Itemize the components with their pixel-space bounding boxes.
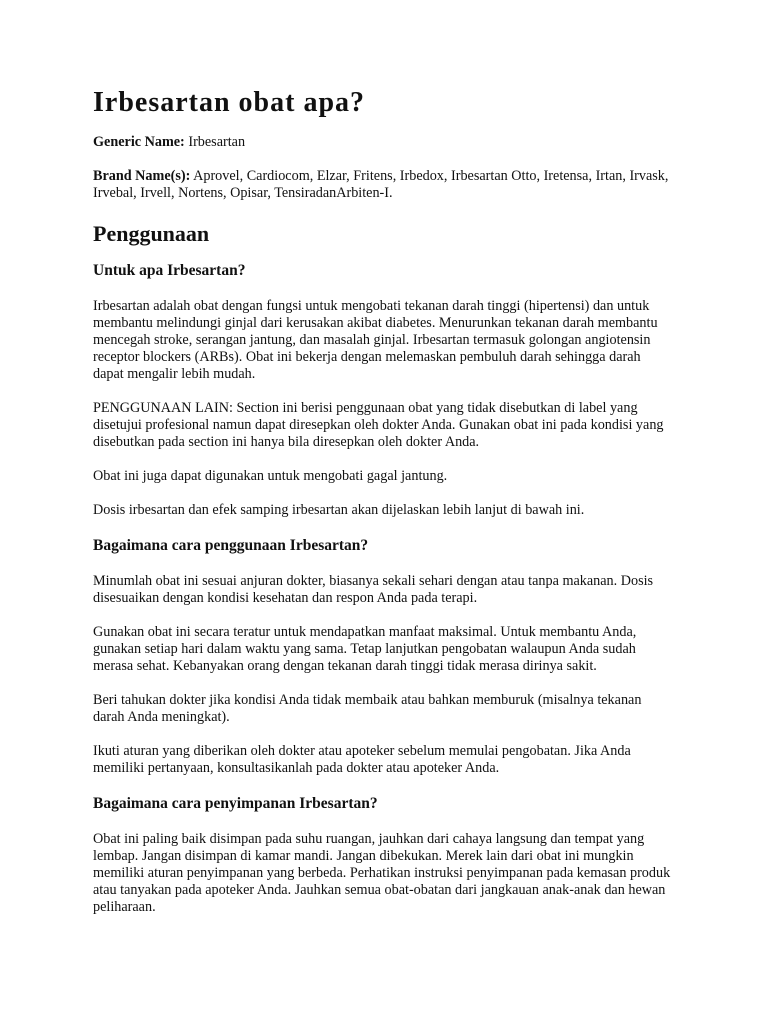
paragraph-gagal-jantung: Obat ini juga dapat digunakan untuk mengobati gagal jantung.: [93, 468, 448, 484]
paragraph-dosis: Dosis irbesartan dan efek samping irbesartan akan dijelaskan lebih lanjut di bawah ini.: [93, 502, 585, 518]
generic-name-value: Irbesartan: [184, 134, 246, 150]
brand-names-line: [93, 168, 673, 202]
paragraph-minum: Minumlah obat ini sesuai anjuran dokter, biasanya sekali sehari dengan atau tanpa makanan. Dosis disesuaikan dengan kondisi kesehatan dan respon Anda pada terapi.: [93, 573, 654, 606]
brand-names-value: Aprovel, Cardiocom, Elzar, Fritens, Irbedox, Irbesartan Otto, Iretensa, Irtan, Irvask, Irvebal, Irvell, Nortens, Opisar, TensiradanArbiten-I.: [93, 168, 669, 201]
brand-names-label: Brand Name(s):: [93, 168, 191, 184]
paragraph-ikuti-aturan: Ikuti aturan yang diberikan oleh dokter atau apoteker sebelum memulai pengobatan. Jika Anda memiliki pertanyaan, konsultasikanlah pada dokter atau apoteker Anda.: [93, 743, 631, 776]
paragraph-fungsi: Irbesartan adalah obat dengan fungsi untuk mengobati tekanan darah tinggi (hipertensi) dan untuk membantu melindungi ginjal dari kerusakan akibat diabetes. Menurunkan tekanan darah membantu mencegah stroke, serangan jantung, dan masalah ginjal. Irbesartan termasuk golongan angiotensin receptor blockers (ARBs). Obat ini bekerja dengan melemaskan pembuluh darah sehingga darah dapat mengalir lebih mudah.: [93, 298, 658, 382]
page-title: Irbesartan obat apa?: [93, 87, 366, 118]
subsection-heading-untuk-apa: Untuk apa Irbesartan?: [93, 262, 246, 279]
subsection-heading-cara-penggunaan: Bagaimana cara penggunaan Irbesartan?: [93, 537, 369, 554]
paragraph-penggunaan-lain: PENGGUNAAN LAIN: Section ini berisi penggunaan obat yang tidak disebutkan di label yang disetujui profesional namun dapat diresepkan oleh dokter Anda. Gunakan obat ini pada kondisi yang disebutkan pada section ini hanya bila diresepkan oleh dokter Anda.: [93, 400, 664, 450]
generic-name-label: Generic Name:: [93, 134, 185, 150]
paragraph-penyimpanan: Obat ini paling baik disimpan pada suhu ruangan, jauhkan dari cahaya langsung dan tempat yang lembap. Jangan disimpan di kamar mandi. Jangan dibekukan. Merek lain dari obat ini mungkin memiliki aturan penyimpanan yang berbeda. Perhatikan instruksi penyimpanan pada kemasan produk atau tanyakan pada apoteker Anda. Jauhkan semua obat-obatan dari jangkauan anak-anak dan hewan peliharaan.: [93, 831, 671, 915]
generic-name-line: [93, 134, 673, 151]
paragraph-teratur: Gunakan obat ini secara teratur untuk mendapatkan manfaat maksimal. Untuk membantu Anda, gunakan setiap hari dalam waktu yang sama. Tetap lanjutkan pengobatan walaupun Anda sudah merasa sehat. Kebanyakan orang dengan tekanan darah tinggi tidak merasa dirinya sakit.: [93, 624, 637, 674]
section-heading-penggunaan: Penggunaan: [93, 221, 210, 246]
document-page: [93, 84, 673, 933]
paragraph-beri-tahu: Beri tahukan dokter jika kondisi Anda tidak membaik atau bahkan memburuk (misalnya tekanan darah Anda meningkat).: [93, 692, 642, 725]
subsection-heading-penyimpanan: Bagaimana cara penyimpanan Irbesartan?: [93, 795, 378, 812]
